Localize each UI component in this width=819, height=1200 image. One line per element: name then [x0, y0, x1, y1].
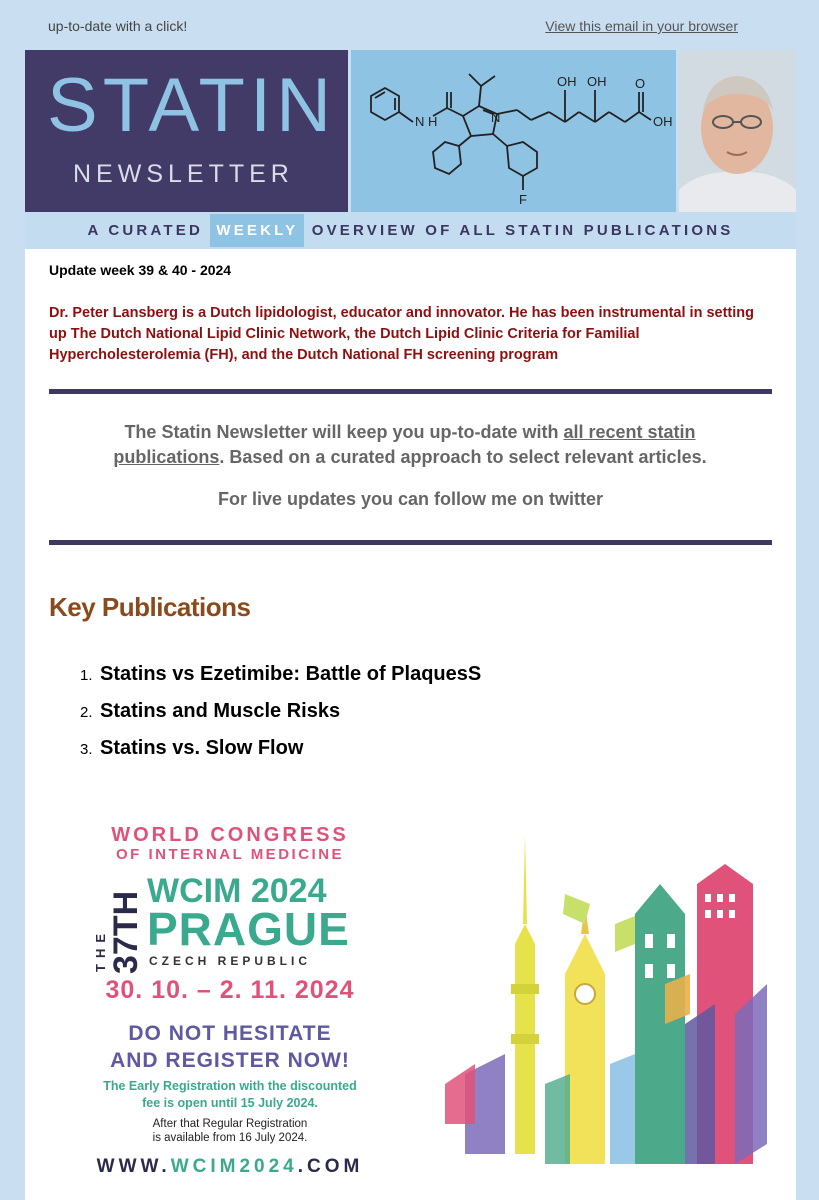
- ad-wcim: WCIM 2024: [147, 872, 327, 910]
- promo-text-post: . Based on a curated approach to select relevant articles.: [219, 447, 707, 467]
- the-37th-vertical-label: [91, 874, 145, 974]
- atom-oh-3: OH: [653, 114, 673, 129]
- logo-title: STATIN: [47, 63, 336, 148]
- publication-number: 1.: [80, 667, 93, 684]
- ad-city: PRAGUE: [147, 903, 350, 955]
- ad-dates: 30. 10. – 2. 11. 2024: [105, 976, 355, 1004]
- author-portrait: [679, 50, 796, 212]
- key-publications-heading: Key Publications: [49, 592, 251, 622]
- tagline-weekly: WEEKLY: [210, 214, 304, 247]
- atom-oh-1: OH: [557, 74, 577, 89]
- update-week-label: Update week 39 & 40 - 2024: [49, 262, 232, 278]
- atorvastatin-molecule-illustration: [351, 50, 676, 212]
- publication-item: [80, 700, 481, 737]
- molecule-structure: [351, 50, 676, 212]
- publications-list: [80, 663, 481, 774]
- atom-nh: N H: [415, 114, 438, 129]
- ad-www-pre: WWW.: [96, 1156, 171, 1177]
- logo-subtitle: NEWSLETTER: [73, 160, 294, 188]
- ad-early-line-1: The Early Registration with the discounted: [103, 1079, 357, 1093]
- ad-regular-registration: [75, 1117, 385, 1145]
- ad-register-line-1: DO NOT HESITATE: [128, 1022, 332, 1045]
- ad-early-registration: [75, 1078, 385, 1112]
- author-bio: Dr. Peter Lansberg is a Dutch lipidologist, educator and innovator. He has been instrumental in setting up The Dutch National Lipid Clinic Network, the Dutch Lipid Clinic Criteria for Familial Hypercholesterolemia (FH), and the Dutch National FH screening program: [49, 305, 754, 363]
- ad-regular-line-1: After that Regular Registration: [152, 1118, 308, 1130]
- ad-regular-line-2: is available from 16 July 2024.: [152, 1132, 308, 1144]
- publication-link[interactable]: Statins vs Ezetimibe: Battle of PlaquesS: [100, 663, 482, 685]
- publication-item: [80, 663, 481, 700]
- prague-skyline-illustration: [435, 824, 775, 1174]
- tagline-post: OVERVIEW OF ALL STATIN PUBLICATIONS: [311, 222, 734, 239]
- atom-f: F: [519, 192, 527, 207]
- email-content: [25, 249, 796, 1200]
- wcim-congress-ad[interactable]: [75, 824, 775, 1177]
- newsletter-promo: [85, 420, 735, 470]
- recent-publications-link[interactable]: all recent statin publications: [113, 422, 696, 467]
- ad-line-internal-medicine: OF INTERNAL MEDICINE: [115, 846, 345, 863]
- ad-early-line-2: fee is open until 15 July 2024.: [142, 1096, 318, 1110]
- publication-item: [80, 737, 481, 774]
- ad-line-world-congress: WORLD CONGRESS: [111, 824, 349, 846]
- atom-oh-2: OH: [587, 74, 607, 89]
- ad-register-line-2: AND REGISTER NOW!: [110, 1049, 350, 1072]
- ad-register-call: [75, 1020, 385, 1074]
- promo-text-pre: The Statin Newsletter will keep you up-to-date with: [124, 422, 564, 442]
- author-photo: [679, 50, 796, 212]
- ad-www-domain: WCIM2024: [170, 1156, 298, 1177]
- ad-country: CZECH REPUBLIC: [149, 954, 312, 968]
- ad-www-post: .COM: [297, 1156, 364, 1177]
- divider-top: [49, 389, 772, 394]
- newsletter-banner: [25, 50, 796, 212]
- tagline-pre: A CURATED: [87, 222, 203, 239]
- preheader: [48, 18, 738, 38]
- divider-bottom: [49, 540, 772, 545]
- newsletter-logo: [25, 50, 348, 212]
- twitter-follow-text: For live updates you can follow me on twitter: [217, 489, 604, 509]
- publication-number: 2.: [80, 704, 93, 721]
- atom-n: N: [491, 110, 501, 125]
- ad-text-block: [75, 824, 385, 1177]
- ad-the: THE: [93, 928, 108, 972]
- publication-link[interactable]: Statins and Muscle Risks: [100, 700, 341, 722]
- publication-link[interactable]: Statins vs. Slow Flow: [100, 737, 304, 759]
- publication-number: 3.: [80, 741, 93, 758]
- banner-tagline: [25, 212, 796, 249]
- atom-o: O: [635, 76, 646, 91]
- view-in-browser-link[interactable]: View this email in your browser: [545, 18, 738, 34]
- preheader-tagline: up-to-date with a click!: [48, 18, 188, 34]
- ad-website[interactable]: [75, 1156, 385, 1178]
- ad-ordinal: 37TH: [107, 890, 145, 974]
